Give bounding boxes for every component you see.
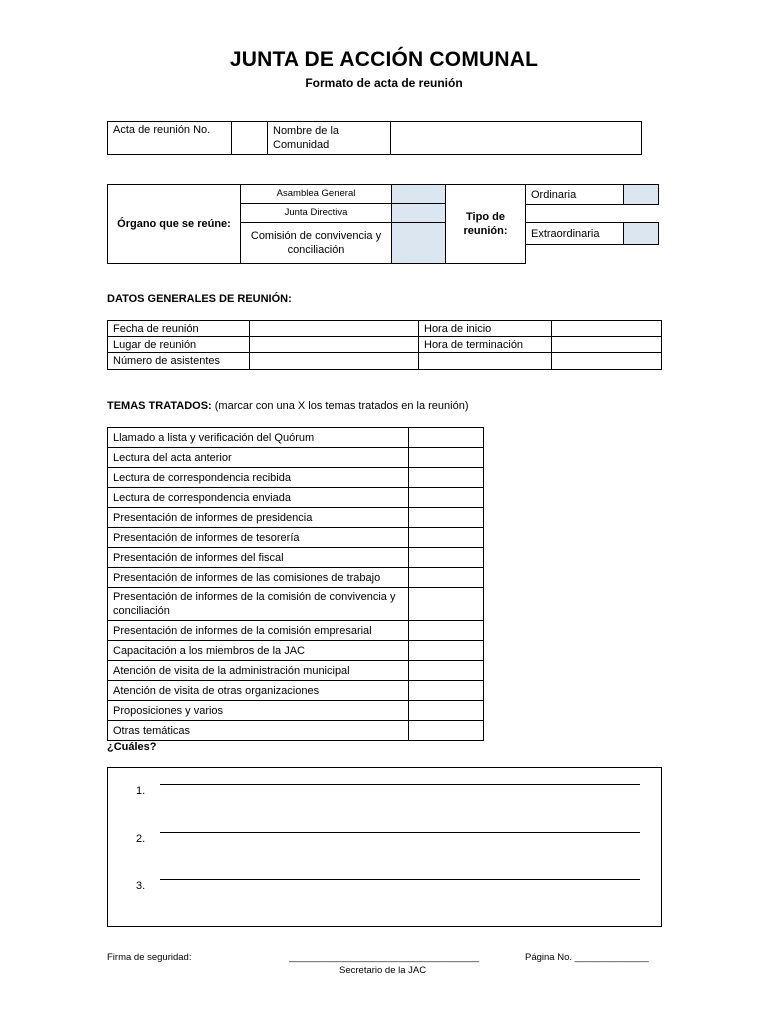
organo-check-asamblea[interactable]	[392, 185, 446, 204]
datos-table	[107, 320, 662, 370]
tema-label: Presentación de informes de presidencia	[108, 508, 409, 528]
tema-checkbox[interactable]	[409, 448, 484, 468]
tema-label: Presentación de informes del fiscal	[108, 548, 409, 568]
tema-row	[108, 508, 484, 528]
tema-row	[108, 681, 484, 701]
tipo-option-ordinaria: Ordinaria	[526, 185, 624, 205]
firma-line[interactable]: ____________________________________	[289, 952, 480, 963]
datos-label-asistentes: Número de asistentes	[108, 353, 250, 370]
cuales-number-1: 1.	[136, 785, 146, 797]
organo-option-asamblea: Asamblea General	[241, 185, 392, 204]
comunidad-field[interactable]	[391, 122, 642, 155]
tema-checkbox[interactable]	[409, 468, 484, 488]
temas-instruction: (marcar con una X los temas tratados en la reunión)	[214, 400, 469, 412]
organo-table	[107, 184, 526, 264]
tipo-option-extraordinaria: Extraordinaria	[526, 223, 624, 245]
tema-label: Lectura del acta anterior	[108, 448, 409, 468]
tema-label: Lectura de correspondencia recibida	[108, 468, 409, 488]
tema-checkbox[interactable]	[409, 428, 484, 448]
organo-option-comision: Comisión de convivencia y conciliación	[241, 223, 392, 264]
cuales-box	[107, 767, 662, 927]
tema-checkbox[interactable]	[409, 528, 484, 548]
tema-label: Capacitación a los miembros de la JAC	[108, 641, 409, 661]
cuales-line-2[interactable]	[160, 832, 640, 833]
organo-check-junta[interactable]	[392, 204, 446, 223]
datos-label-fecha: Fecha de reunión	[108, 321, 250, 337]
tema-row	[108, 701, 484, 721]
tema-row	[108, 641, 484, 661]
tema-row	[108, 548, 484, 568]
tema-checkbox[interactable]	[409, 661, 484, 681]
tema-row	[108, 721, 484, 741]
cuales-line-3[interactable]	[160, 879, 640, 880]
temas-heading-label: TEMAS TRATADOS:	[107, 400, 212, 412]
tipo-check-extraordinaria[interactable]	[624, 223, 659, 245]
tema-row	[108, 448, 484, 468]
acta-table	[107, 121, 642, 155]
tema-checkbox[interactable]	[409, 588, 484, 621]
tema-checkbox[interactable]	[409, 701, 484, 721]
datos-label-lugar: Lugar de reunión	[108, 337, 250, 353]
datos-empty-cell	[419, 353, 552, 370]
cuales-label: ¿Cuáles?	[107, 741, 157, 753]
organo-option-junta: Junta Directiva	[241, 204, 392, 223]
datos-label-hora-inicio: Hora de inicio	[419, 321, 552, 337]
tema-row	[108, 528, 484, 548]
tema-checkbox[interactable]	[409, 621, 484, 641]
tema-label: Atención de visita de otras organizaciones	[108, 681, 409, 701]
organo-check-comision[interactable]	[392, 223, 446, 264]
temas-table	[107, 427, 484, 741]
tema-row	[108, 621, 484, 641]
temas-heading	[107, 400, 469, 412]
tema-label: Otras temáticas	[108, 721, 409, 741]
tipo-reunion-table	[525, 184, 659, 245]
tema-label: Lectura de correspondencia enviada	[108, 488, 409, 508]
tema-checkbox[interactable]	[409, 568, 484, 588]
tipo-spacer-2	[624, 205, 659, 223]
comunidad-label: Nombre de la Comunidad	[268, 122, 391, 155]
cuales-line-1[interactable]	[160, 784, 640, 785]
cuales-number-2: 2.	[136, 833, 146, 845]
tema-row	[108, 568, 484, 588]
datos-empty-cell-2	[552, 353, 662, 370]
tema-label: Presentación de informes de tesorería	[108, 528, 409, 548]
document-title: JUNTA DE ACCIÓN COMUNAL	[229, 48, 539, 71]
tema-row	[108, 661, 484, 681]
pagina-label[interactable]: Página No. ______________	[525, 952, 649, 963]
acta-number-label: Acta de reunión No.	[108, 122, 232, 155]
acta-number-field[interactable]	[232, 122, 268, 155]
firma-label: Firma de seguridad:	[107, 952, 192, 963]
datos-heading: DATOS GENERALES DE REUNIÓN:	[107, 293, 292, 305]
document-subtitle: Formato de acta de reunión	[305, 76, 463, 90]
tema-checkbox[interactable]	[409, 641, 484, 661]
tema-label: Presentación de informes de las comisiones de trabajo	[108, 568, 409, 588]
datos-field-fecha[interactable]	[250, 321, 419, 337]
datos-field-asistentes[interactable]	[250, 353, 419, 370]
tema-row	[108, 588, 484, 621]
tema-label: Proposiciones y varios	[108, 701, 409, 721]
tema-checkbox[interactable]	[409, 548, 484, 568]
tema-row	[108, 428, 484, 448]
tema-label: Llamado a lista y verificación del Quórum	[108, 428, 409, 448]
organo-label: Órgano que se reúne:	[108, 185, 241, 264]
cuales-number-3: 3.	[136, 880, 146, 892]
tema-row	[108, 488, 484, 508]
datos-label-hora-terminacion: Hora de terminación	[419, 337, 552, 353]
datos-field-hora-terminacion[interactable]	[552, 337, 662, 353]
secretario-label: Secretario de la JAC	[339, 965, 427, 976]
tema-label: Presentación de informes de la comisión empresarial	[108, 621, 409, 641]
datos-field-hora-inicio[interactable]	[552, 321, 662, 337]
tema-label: Presentación de informes de la comisión de convivencia y conciliación	[108, 588, 409, 621]
datos-field-lugar[interactable]	[250, 337, 419, 353]
tipo-check-ordinaria[interactable]	[624, 185, 659, 205]
tema-row	[108, 468, 484, 488]
tema-checkbox[interactable]	[409, 488, 484, 508]
tema-checkbox[interactable]	[409, 508, 484, 528]
tema-checkbox[interactable]	[409, 721, 484, 741]
tipo-reunion-label: Tipo de reunión:	[446, 185, 526, 264]
tema-checkbox[interactable]	[409, 681, 484, 701]
tipo-spacer	[526, 205, 624, 223]
tema-label: Atención de visita de la administración municipal	[108, 661, 409, 681]
